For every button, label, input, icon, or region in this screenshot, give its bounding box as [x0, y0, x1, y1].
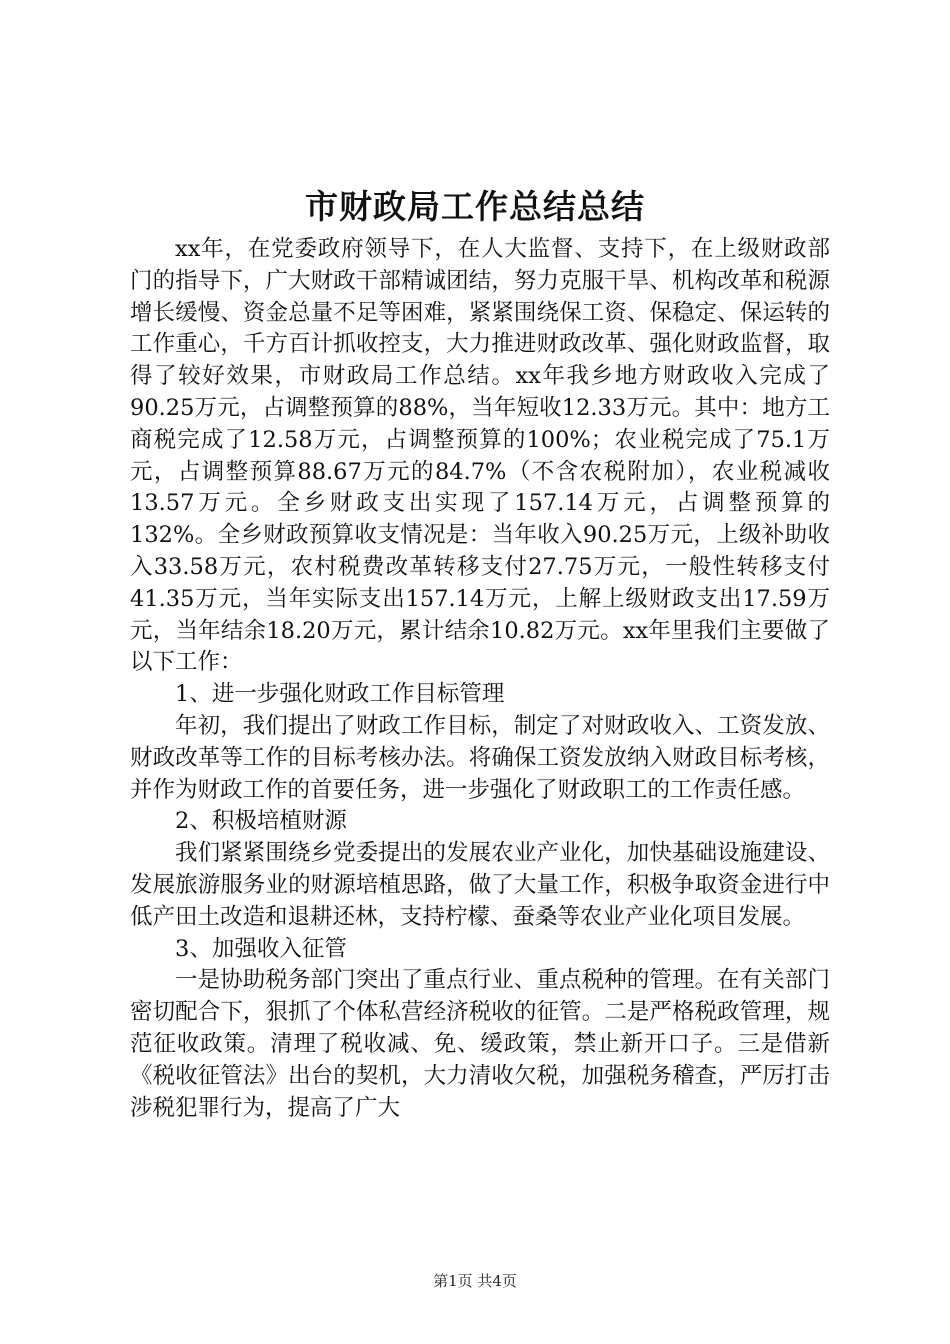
paragraph-section-1: 年初，我们提出了财政工作目标，制定了对财政收入、工资发放、财政改革等工作的目标考核办法。将确保工资发放纳入财政目标考核，并作为财政工作的首要任务，进一步强化了财政职工的工作责任感。: [130, 712, 830, 803]
paragraph-section-2: 我们紧紧围绕乡党委提出的发展农业产业化，加快基础设施建设、发展旅游服务业的财源培植思路，做了大量工作，积极争取资金进行中低产田土改造和退耕还林，支持柠檬、蚕桑等农业产业化项目发展。: [130, 840, 830, 930]
paragraph-section-3: 一是协助税务部门突出了重点行业、重点税种的管理。在有关部门密切配合下，狠抓了个体私营经济税收的征管。二是严格税政管理，规范征收政策。清理了税收减、免、缓政策，禁止新开口子。三是借新《税收征管法》出台的契机，大力清收欠税，加强税务稽查，严厉打击涉税犯罪行为，提高了广大: [130, 967, 830, 1121]
section-heading-3: 3、加强收入征管: [175, 935, 347, 962]
section-heading-1: 1、进一步强化财政工作目标管理: [175, 681, 505, 708]
section-heading-2: 2、积极培植财源: [175, 808, 347, 835]
document-body: [130, 234, 830, 1124]
paragraph-intro: xx年，在党委政府领导下，在人大监督、支持下，在上级财政部门的指导下，广大财政干部精诚团结，努力克服干旱、机构改革和税源增长缓慢、资金总量不足等困难，紧紧围绕保工资、保稳定、保运转的工作重心，千方百计抓收控支，大力推进财政改革、强化财政监督，取得了较好效果，市财政局工作总结。xx年我乡地方财政收入完成了90.25万元，占调整预算的88%，当年短收12.33万元。其中：地方工商税完成了12.58万元，占调整预算的100%；农业税完成了75.1万元，占调整预算88.67万元的84.7%（不含农税附加），农业税减收13.57万元。全乡财政支出实现了157.14万元，占调整预算的132%。全乡财政预算收支情况是：当年收入90.25万元，上级补助收入33.58万元，农村税费改革转移支付27.75万元，一般性转移支付41.35万元，当年实际支出157.14万元，上解上级财政支出17.59万元，当年结余18.20万元，累计结余10.82万元。xx年里我们主要做了以下工作：: [130, 236, 830, 676]
document-title: 市财政局工作总结总结: [305, 187, 645, 226]
page-number-footer: 第1页 共4页: [433, 1272, 517, 1290]
